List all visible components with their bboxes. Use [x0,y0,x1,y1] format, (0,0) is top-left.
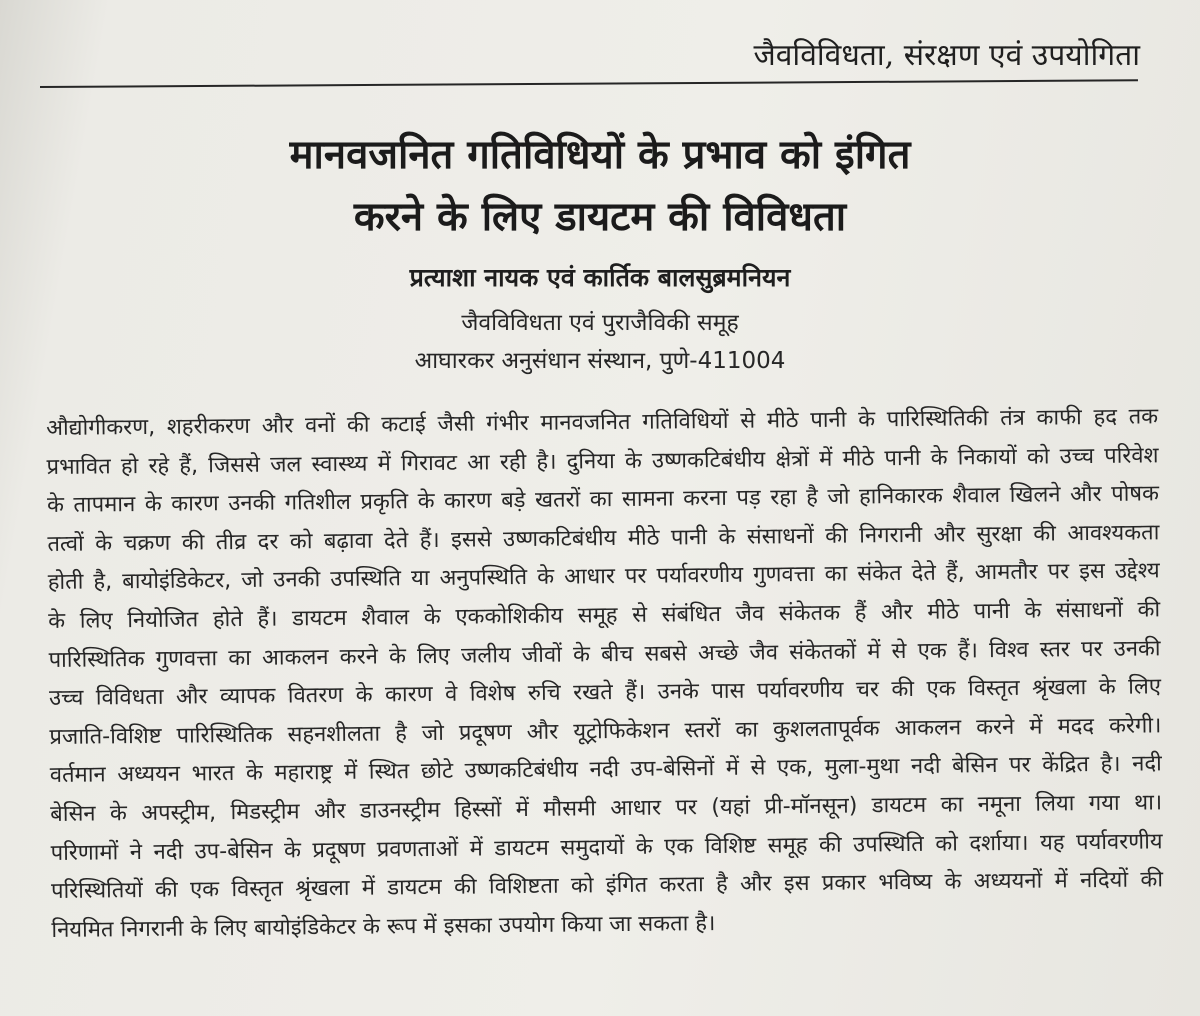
running-head: जैवविविधता, संरक्षण एवं उपयोगिता [753,38,1140,73]
abstract-line: के लिए नियोजित होते हैं। डायटम शैवाल के एककोशिकीय समूह से संबंधित जैव संकेतक हैं और मीठे पानी के संसाधनों की [48,597,1161,634]
abstract-line: पारिस्थितिक गुणवत्ता का आकलन करने के लिए जलीय जीवों के बीच सबसे अच्छे जैव संकेतकों में से एक हैं। विश्व स्तर पर उनकी [48,635,1161,673]
abstract-paragraph [46,398,1164,950]
abstract-line: प्रभावित हो रहे हैं, जिससे जल स्वास्थ्य में गिरावट आ रही है। दुनिया के उष्णकटिबंधीय क्षेत्रों में मीठे पानी के निकायों को उच्च परिवेश [46,442,1159,480]
affiliation-institute: आघारकर अनुसंधान संस्थान, पुणे-411004 [414,348,786,374]
abstract-line: प्रजाति-विशिष्ट पारिस्थितिक सहनशीलता है जो प्रदूषण और यूट्रोफिकेशन स्तरों का कुशलतापूर्वक आकलन करने में मदद करेगी। [49,713,1162,750]
abstract-line: परिणामों ने नदी उप-बेसिन के प्रदूषण प्रवणताओं में डायटम समुदायों के एक विशिष्ट समूह की उपस्थिति को दर्शाया। यह पर्यावरणीय [50,828,1163,866]
abstract-line: तत्वों के चक्रण की तीव्र दर को बढ़ावा देते हैं। इससे उष्णकटिबंधीय मीठे पानी के संसाधनों की निगरानी और सुरक्षा की आवश्यकता [47,520,1160,557]
abstract-line: नियमित निगरानी के लिए बायोइंडिकेटर के रूप में इसका उपयोग किया जा सकता है। [51,910,716,943]
header-rule [40,79,1138,88]
abstract-line: होती है, बायोइंडिकेटर, जो उनकी उपस्थिति या अनुपस्थिति के आधार पर पर्यावरणीय गुणवत्ता का संकेत देते हैं, आमतौर पर इस उद्देश्य [47,558,1160,596]
abstract-line: उच्च विविधता और व्यापक वितरण के कारण वे विशेष रुचि रखते हैं। उनके पास पर्यावरणीय चर की एक विस्तृत श्रृंखला के लिए [48,674,1162,712]
abstract-line: वर्तमान अध्ययन भारत के महाराष्ट्र में स्थित छोटे उष्णकटिबंधीय नदी उप-बेसिनों में से एक, मुला-मुथा नदी बेसिन पर केंद्रित है। नदी [49,751,1162,789]
abstract-line: परिस्थितियों की एक विस्तृत श्रृंखला में डायटम की विशिष्टता को इंगित करता है और इस प्रकार भविष्य के अध्ययनों में नदियों की [50,867,1164,905]
article-title-line-1: मानवजनित गतिविधियों के प्रभाव को इंगित [289,131,911,178]
article-title-line-2: करने के लिए डायटम की विविधता [353,193,847,240]
abstract-line: बेसिन के अपस्ट्रीम, मिडस्ट्रीम और डाउनस्ट्रीम हिस्सों में मौसमी आधार पर (यहां प्री-मॉनसून) डायटम का नमूना लिया गया था। [50,790,1163,827]
abstract-line: औद्योगीकरण, शहरीकरण और वनों की कटाई जैसी गंभीर मानवजनित गतिविधियों से मीठे पानी के पारिस्थितिकी तंत्र काफी हद तक [46,404,1159,441]
affiliation-group: जैवविविधता एवं पुराजैविकी समूह [461,310,739,336]
author-names: प्रत्याशा नायक एवं कार्तिक बालसुब्रमनियन [409,263,791,292]
abstract-line: के तापमान के कारण उनकी गतिशील प्रकृति के कारण बड़े खतरों का सामना करना पड़ रहा है जो हानिकारक शैवाल खिलने और पोषक [46,481,1160,519]
